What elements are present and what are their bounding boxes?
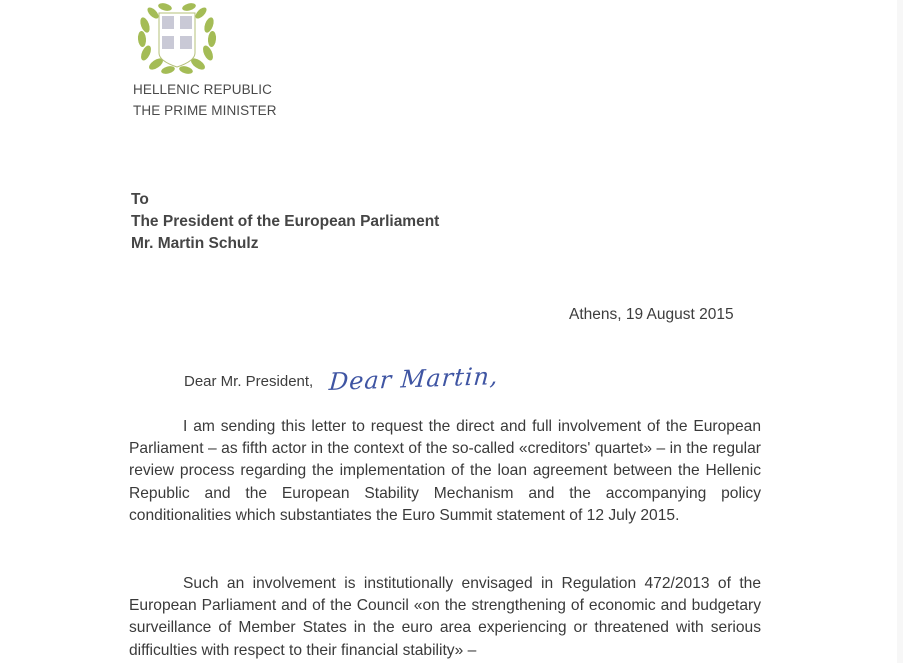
letter-date: Athens, 19 August 2015	[569, 306, 734, 323]
recipient-block	[131, 189, 439, 255]
letterhead-office: THE PRIME MINISTER	[133, 103, 277, 118]
salutation-typed: Dear Mr. President,	[184, 373, 314, 390]
salutation-handwritten: Dear Martin,	[328, 361, 500, 397]
letterhead	[133, 79, 277, 121]
body-paragraph-1: I am sending this letter to request the direct and full involvement of the European Parliament – as fifth actor in the context of the so-called «creditors' quartet» – in the regular review process regarding the implementation of the loan agreement between the Hellenic Republic and the European Stability Mechanism and the accompanying policy conditionalities which substantiates the Euro Summit statement of 12 July 2015.	[129, 418, 761, 524]
letterhead-country: HELLENIC REPUBLIC	[133, 82, 272, 97]
recipient-name: Mr. Martin Schulz	[131, 235, 259, 252]
greek-coat-of-arms-icon	[135, 3, 219, 75]
salutation	[184, 361, 500, 397]
body-paragraph-2: Such an involvement is institutionally envisaged in Regulation 472/2013 of the European Parliament and of the Council «on the strengthening of economic and budgetary surveillance of Member States in the euro area experiencing or threatened with serious difficulties with respect to their financial stability» –	[129, 575, 761, 659]
recipient-title: The President of the European Parliament	[131, 213, 440, 230]
page-edge	[897, 0, 903, 663]
recipient-to: To	[131, 191, 149, 208]
